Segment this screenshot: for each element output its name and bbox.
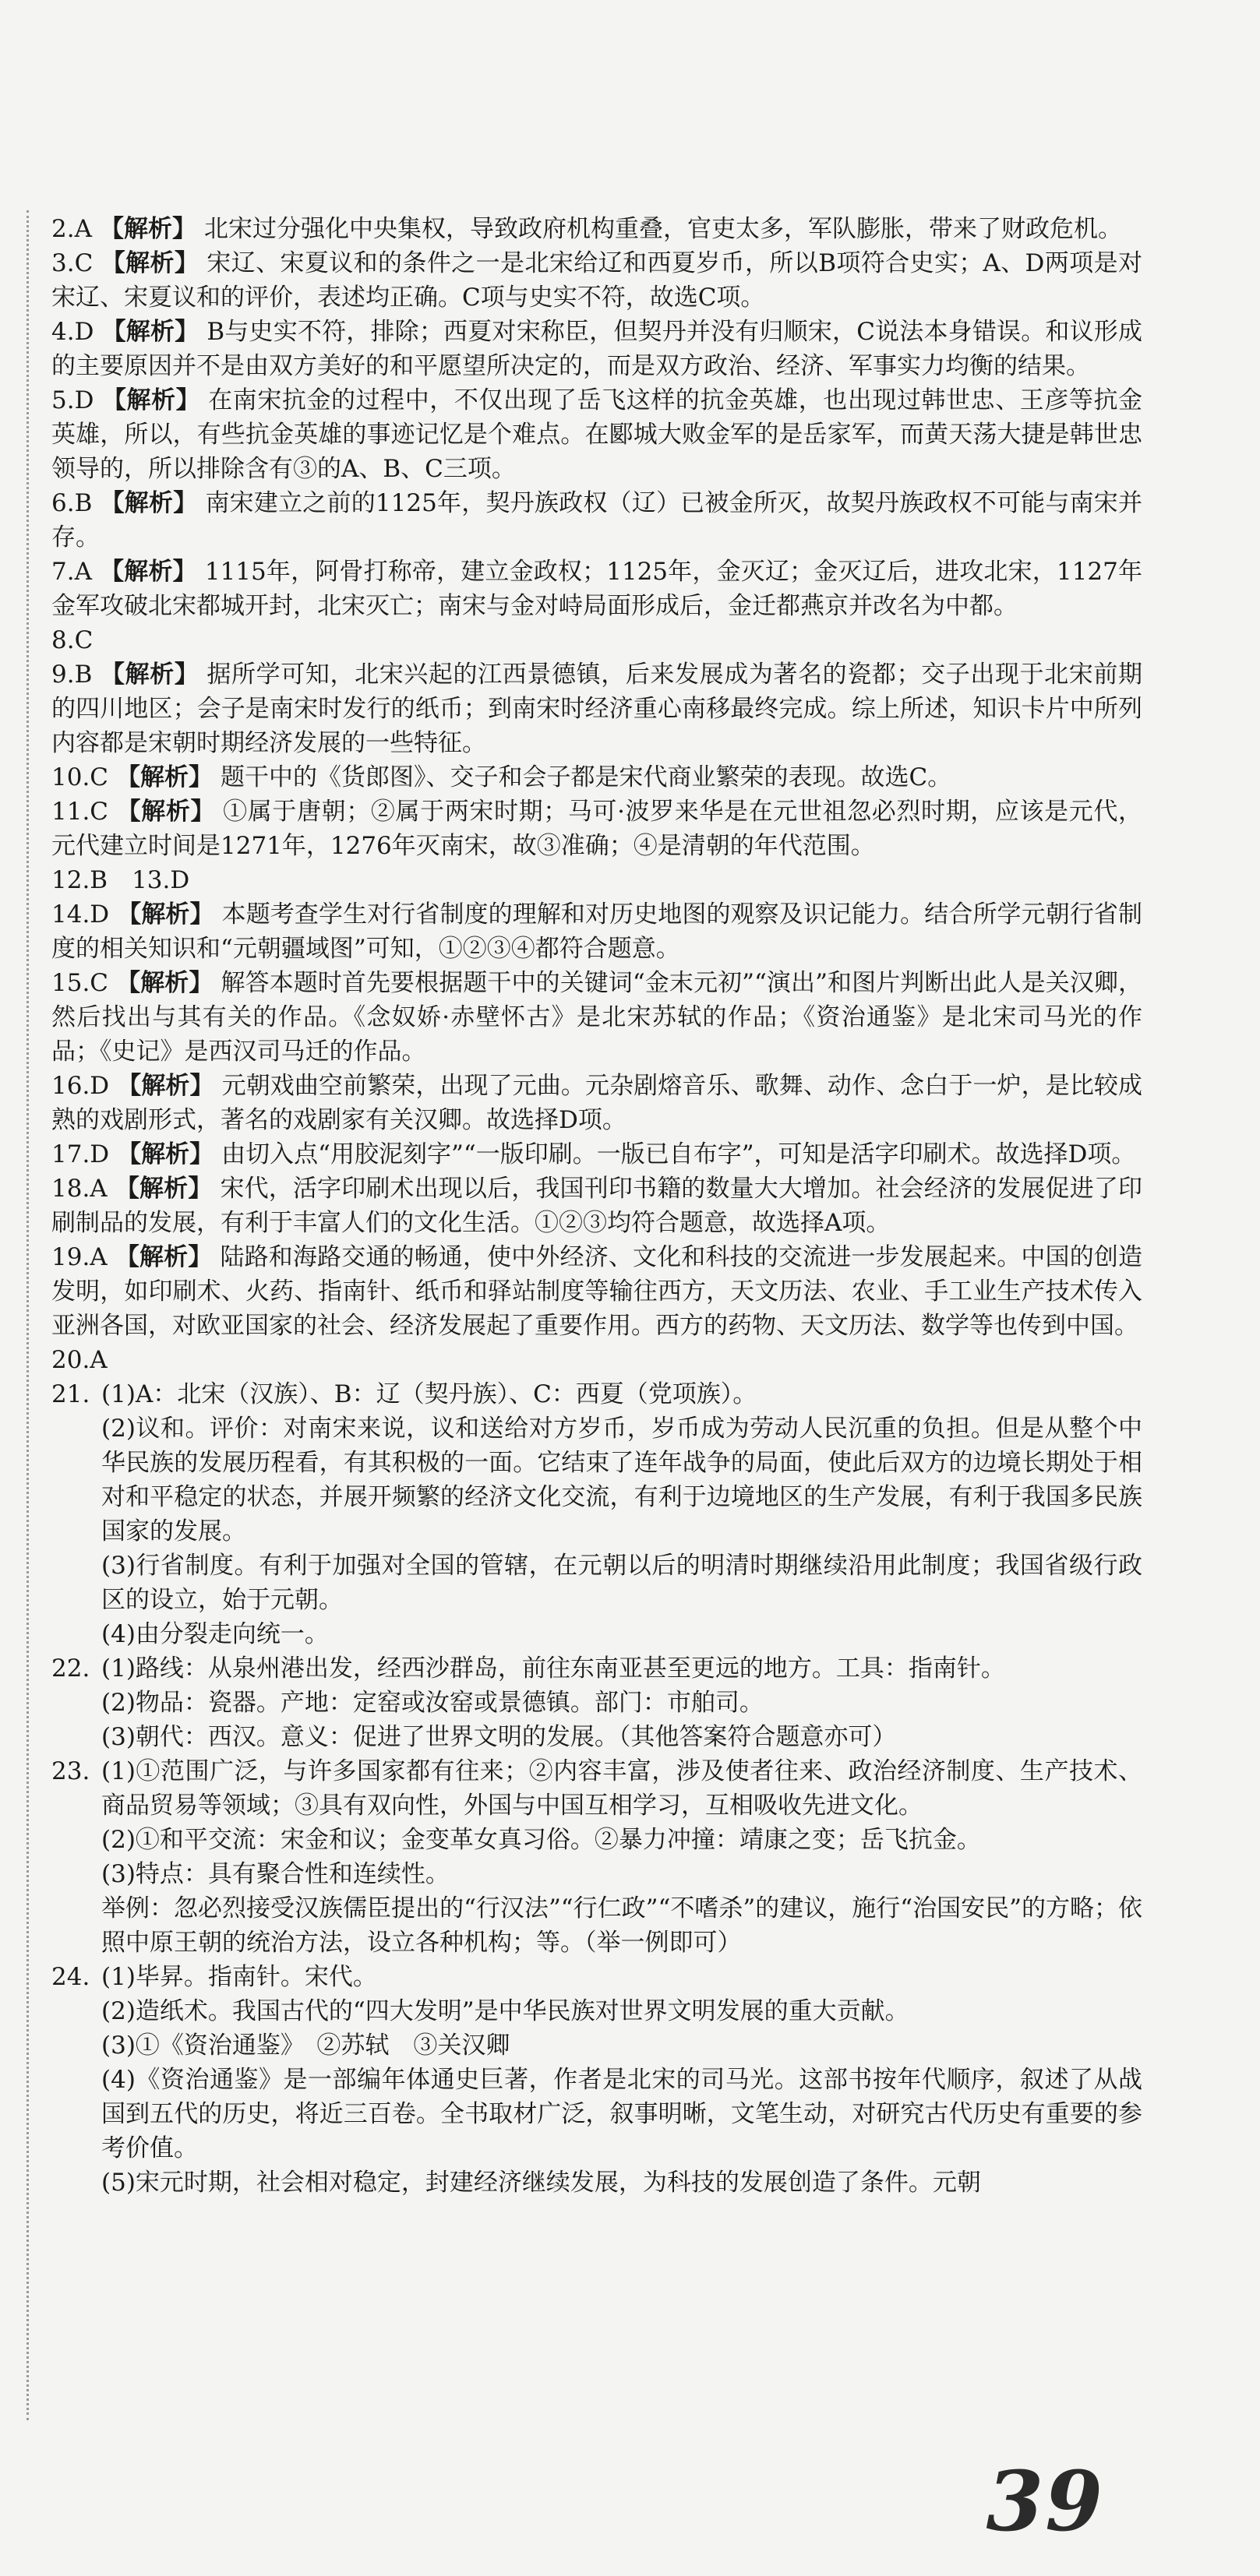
analysis-text: 由切入点“用胶泥刻字”“一版印刷。一版已自布字”，可知是活字印刷术。故选择D项。: [221, 1140, 1136, 1168]
analysis-text: ①属于唐朝；②属于两宋时期；马可·波罗来华是在元世祖忽必烈时期，应该是元代，元代建立时间是1271年，1276年灭南宋，故③准确；④是清朝的年代范围。: [51, 798, 1142, 860]
answer-line: [51, 1754, 1142, 1823]
answer-number: 9.B: [51, 661, 93, 689]
answer-number: 24.: [51, 1963, 90, 1991]
answer-number: 16.D: [51, 1072, 110, 1100]
analysis-tag: 【解析】: [117, 900, 214, 929]
answer-item: [51, 966, 1142, 1069]
answer-number: 3.C: [51, 249, 94, 277]
answer-line: [51, 1686, 1142, 1720]
answer-item: [51, 1172, 1142, 1240]
answer-line: [51, 1617, 1142, 1651]
answer-item: [51, 863, 1142, 897]
answer-item: [51, 1343, 1142, 1377]
answer-line-text: (2)①和平交流：宋金和议；金变革女真习俗。②暴力冲撞：靖康之变；岳飞抗金。: [101, 1826, 981, 1854]
answer-number: 20.A: [51, 1346, 108, 1374]
answer-number: 6.B: [51, 489, 93, 517]
analysis-text: 1115年，阿骨打称帝，建立金政权；1125年，金灭辽；金灭辽后，进攻北宋，1127年金军攻破北宋都城开封，北宋灭亡；南宋与金对峙局面形成后，金迁都燕京并改名为中都。: [51, 558, 1142, 620]
answer-line-text: 举例：忽必烈接受汉族儒臣提出的“行汉法”“行仁政”“不嗜杀”的建议，施行“治国安民”的方略；依照中原王朝的统治方法，设立各种机构；等。（举一例即可）: [101, 1894, 1142, 1957]
analysis-text: 宋辽、宋夏议和的条件之一是北宋给辽和西夏岁币，所以B项符合史实；A、D两项是对宋辽、宋夏议和的评价，表述均正确。C项与史实不符，故选C项。: [51, 249, 1142, 312]
answer-line-text: (5)宋元时期，社会相对稳定，封建经济继续发展，为科技的发展创造了条件。元朝: [101, 2169, 981, 2197]
answer-item: [51, 212, 1142, 246]
answer-item: [51, 760, 1142, 795]
analysis-text: 本题考查学生对行省制度的理解和对历史地图的观察及识记能力。结合所学元朝行省制度的相关知识和“元朝疆域图”可知，①②③④都符合题意。: [51, 900, 1143, 963]
answer-number: 8.C: [51, 626, 94, 654]
analysis-text: 宋代，活字印刷术出现以后，我国刊印书籍的数量大大增加。社会经济的发展促进了印刷制品的发展，有利于丰富人们的文化生活。①②③均符合题意，故选择A项。: [51, 1175, 1143, 1237]
analysis-tag: 【解析】: [99, 215, 196, 243]
answer-line-text: (1)A：北宋（汉族）、B：辽（契丹族）、C：西夏（党项族）。: [101, 1380, 757, 1408]
short-answer-item: [51, 1651, 1142, 1754]
answer-line-text: (3)行省制度。有利于加强对全国的管辖，在元朝以后的明清时期继续沿用此制度；我国省级行政区的设立，始于元朝。: [101, 1552, 1142, 1614]
answer-line: [51, 1891, 1142, 1960]
analysis-tag: 【解析】: [115, 1175, 213, 1203]
analysis-tag: 【解析】: [101, 249, 199, 277]
answer-line: [51, 1994, 1142, 2028]
answer-item: [51, 1137, 1142, 1172]
answer-number: 11.C: [51, 798, 109, 826]
answer-number: 2.A: [51, 215, 92, 243]
answer-line: [51, 1960, 1142, 1994]
analysis-tag: 【解析】: [100, 661, 199, 689]
analysis-text: 解答本题时首先要根据题干中的关键词“金末元初”“演出”和图片判断出此人是关汉卿，然后找出与其有关的作品。《念奴娇·赤壁怀古》是北宋苏轼的作品；《资治通鉴》是北宋司马光的作品；《史记》是西汉司马迁的作品。: [51, 969, 1143, 1066]
answer-number: 19.A: [51, 1243, 108, 1271]
answer-number: 14.D: [51, 900, 110, 929]
analysis-text: 陆路和海路交通的畅通，使中外经济、文化和科技的交流进一步发展起来。中国的创造发明，如印刷术、火药、指南针、纸币和驿站制度等输往西方，天文历法、农业、手工业生产技术传入亚洲各国，对欧亚国家的社会、经济发展起了重要作用。西方的药物、天文历法、数学等也传到中国。: [51, 1243, 1143, 1340]
answer-number: 7.A: [51, 558, 92, 586]
answer-line-text: (3)朝代：西汉。意义：促进了世界文明的发展。（其他答案符合题意亦可）: [101, 1723, 897, 1751]
answer-item: [51, 315, 1142, 383]
answer-item: [51, 657, 1142, 760]
analysis-tag: 【解析】: [117, 1140, 214, 1168]
short-answer-item: [51, 1377, 1142, 1651]
analysis-text: 南宋建立之前的1125年，契丹族政权（辽）已被金所灭，故契丹族政权不可能与南宋并存。: [51, 489, 1143, 551]
answer-number: 15.C: [51, 969, 109, 997]
answer-item: [51, 795, 1142, 863]
analysis-text: 北宋过分强化中央集权，导致政府机构重叠，官吏太多，军队膨胀，带来了财政危机。: [203, 215, 1122, 243]
answer-line: [51, 1549, 1142, 1617]
analysis-text: 在南宋抗金的过程中，不仅出现了岳飞这样的抗金英雄，也出现过韩世忠、王彦等抗金英雄，所以，有些抗金英雄的事迹记忆是个难点。在郾城大败金军的是岳家军，而黄天荡大捷是韩世忠领导的，所以排除含有③的A、B、C三项。: [51, 386, 1143, 483]
analysis-tag: 【解析】: [99, 558, 197, 586]
answer-line-text: (4)由分裂走向统一。: [101, 1620, 329, 1648]
answer-line-text: (2)造纸术。我国古代的“四大发明”是中华民族对世界文明发展的重大贡献。: [101, 1997, 909, 2025]
answer-item: [51, 383, 1142, 486]
analysis-text: 题干中的《货郎图》、交子和会子都是宋代商业繁荣的表现。故选C。: [221, 763, 952, 791]
multiple-choice-explanations: [51, 212, 1142, 1377]
answer-line: [51, 1823, 1142, 1857]
short-answer-item: [51, 1754, 1142, 1960]
answer-line-text: (3)特点：具有聚合性和连续性。: [101, 1860, 450, 1888]
answer-item: [51, 623, 1142, 657]
answer-line: [51, 1411, 1142, 1549]
analysis-tag: 【解析】: [101, 386, 201, 414]
binding-margin-rule: [26, 210, 29, 2420]
answer-line: [51, 1377, 1142, 1411]
answer-item: [51, 555, 1142, 623]
answer-item: [51, 246, 1142, 315]
answer-number: 10.C: [51, 763, 109, 791]
analysis-tag: 【解析】: [116, 798, 216, 826]
analysis-tag: 【解析】: [100, 489, 198, 517]
answer-item: [51, 1240, 1142, 1343]
answer-content: [51, 212, 1142, 2200]
answer-number: 12.B 13.D: [51, 866, 190, 894]
analysis-text: 据所学可知，北宋兴起的江西景德镇，后来发展成为著名的瓷都；交子出现于北宋前期的四川地区；会子是南宋时发行的纸币；到南宋时经济重心南移最终完成。综上所述，知识卡片中所列内容都是宋朝时期经济发展的一些特征。: [51, 661, 1143, 757]
answer-item: [51, 897, 1142, 966]
answer-line-text: (4)《资治通鉴》是一部编年体通史巨著，作者是北宋的司马光。这部书按年代顺序，叙述了从战国到五代的历史，将近三百卷。全书取材广泛，叙事明晰，文笔生动，对研究古代历史有重要的参考价值。: [101, 2066, 1142, 2162]
answer-line: [51, 1720, 1142, 1754]
analysis-text: 元朝戏曲空前繁荣，出现了元曲。元杂剧熔音乐、歌舞、动作、念白于一炉，是比较成熟的戏剧形式，著名的戏剧家有关汉卿。故选择D项。: [51, 1072, 1143, 1134]
answer-line-text: (1)毕昇。指南针。宋代。: [101, 1963, 377, 1991]
answer-line-text: (3)①《资治通鉴》 ②苏轼 ③关汉卿: [101, 2032, 510, 2060]
answer-number: 4.D: [51, 318, 94, 346]
answer-number: 17.D: [51, 1140, 110, 1168]
answer-line: [51, 1651, 1142, 1686]
answer-line: [51, 2063, 1142, 2165]
analysis-tag: 【解析】: [115, 1243, 213, 1271]
page-number: 39: [986, 2452, 1104, 2550]
short-answer-section: [51, 1377, 1142, 2200]
answer-number: 23.: [51, 1757, 90, 1785]
analysis-text: B与史实不符，排除；西夏对宋称臣，但契丹并没有归顺宋，C说法本身错误。和议形成的主要原因并不是由双方美好的和平愿望所决定的，而是双方政治、经济、军事实力均衡的结果。: [51, 318, 1142, 380]
answer-line: [51, 1857, 1142, 1891]
answer-line-text: (2)物品：瓷器。产地：定窑或汝窑或景德镇。部门：市舶司。: [101, 1689, 764, 1717]
answer-line: [51, 2165, 1142, 2200]
answer-item: [51, 486, 1142, 555]
short-answer-item: [51, 1960, 1142, 2200]
answer-line-text: (2)议和。评价：对南宋来说，议和送给对方岁币，岁币成为劳动人民沉重的负担。但是从整个中华民族的发展历程看，有其积极的一面。它结束了连年战争的局面，使此后双方的边境长期处于相对和平稳定的状态，并展开频繁的经济文化交流，有利于边境地区的生产发展，有利于我国多民族国家的发展。: [101, 1415, 1142, 1545]
analysis-tag: 【解析】: [116, 969, 214, 997]
answer-item: [51, 1069, 1142, 1137]
answer-line: [51, 2028, 1142, 2063]
answer-line-text: (1)①范围广泛，与许多国家都有往来；②内容丰富，涉及使者往来、政治经济制度、生产技术、商品贸易等领域；③具有双向性，外国与中国互相学习，互相吸收先进文化。: [101, 1757, 1142, 1820]
answer-number: 5.D: [51, 386, 94, 414]
answer-number: 18.A: [51, 1175, 108, 1203]
answer-number: 21.: [51, 1380, 90, 1408]
analysis-tag: 【解析】: [116, 763, 214, 791]
analysis-tag: 【解析】: [101, 318, 199, 346]
analysis-tag: 【解析】: [117, 1072, 214, 1100]
answer-line-text: (1)路线：从泉州港出发，经西沙群岛，前往东南亚甚至更远的地方。工具：指南针。: [101, 1654, 1005, 1683]
answer-number: 22.: [51, 1654, 90, 1683]
